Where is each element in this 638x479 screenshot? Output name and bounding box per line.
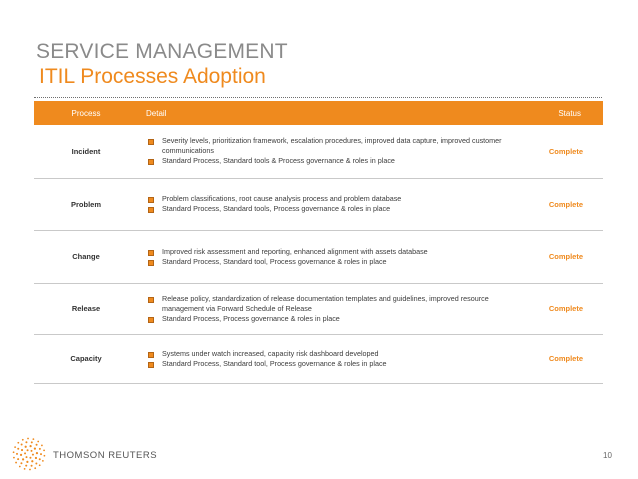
logo-dot: [41, 445, 43, 447]
logo-dot: [39, 464, 41, 466]
header-process: Process: [34, 101, 138, 125]
table-row: [34, 178, 603, 230]
table-row: [34, 125, 603, 178]
logo-dot: [44, 455, 46, 457]
detail-bullet: Release policy, standardization of release documentation templates and guidelines, improved resource management via Forward Schedule of Release: [146, 294, 513, 314]
detail-bullet: Systems under watch increased, capacity risk dashboard developed: [146, 349, 513, 359]
logo-dot: [31, 460, 33, 462]
logo-dot: [20, 454, 22, 456]
logo-dot: [40, 453, 42, 455]
table-row: [34, 230, 603, 283]
logo-dot: [34, 448, 36, 450]
row-status: Complete: [513, 125, 603, 178]
detail-bullet: Problem classifications, root cause analysis process and problem database: [146, 194, 513, 204]
logo-dot: [34, 467, 36, 469]
detail-bullet: Improved risk assessment and reporting, enhanced alignment with assets database: [146, 247, 513, 257]
detail-bullet: Standard Process, Standard tool, Process governance & roles in place: [146, 359, 513, 369]
logo-dot: [17, 458, 19, 460]
logo-dot: [36, 444, 38, 446]
logo-dot: [32, 438, 34, 440]
logo-dot: [19, 466, 21, 468]
title-divider: [34, 97, 602, 98]
itil-process-table: [34, 101, 603, 384]
logo-dot: [31, 441, 33, 443]
logo-dot: [20, 462, 22, 464]
row-detail: [138, 334, 513, 383]
logo-dot: [25, 465, 27, 467]
logo-dot: [39, 448, 41, 450]
logo-dot: [30, 445, 32, 447]
logo-dot: [42, 460, 44, 462]
logo-dot: [25, 441, 27, 443]
logo-dot: [26, 456, 28, 458]
logo-dot: [15, 462, 17, 464]
row-process: Incident: [34, 125, 138, 178]
row-process: Change: [34, 230, 138, 283]
detail-bullet: Severity levels, prioritization framework, escalation procedures, improved data capture, improved customer communications: [146, 136, 513, 156]
row-status: Complete: [513, 283, 603, 334]
logo-dot: [35, 462, 37, 464]
row-detail: [138, 178, 513, 230]
header-status: Status: [513, 101, 603, 125]
logo-dot: [32, 454, 34, 456]
page-number: 10: [603, 451, 612, 460]
row-status: Complete: [513, 334, 603, 383]
logo-dot: [31, 450, 33, 452]
thomson-reuters-logo-icon: [12, 437, 46, 471]
row-status: Complete: [513, 178, 603, 230]
logo-dot: [31, 465, 33, 467]
logo-dot: [29, 457, 31, 459]
row-detail: [138, 125, 513, 178]
row-process: Capacity: [34, 334, 138, 383]
row-process: Problem: [34, 178, 138, 230]
logo-dot: [16, 453, 18, 455]
logo-dot: [24, 468, 26, 470]
logo-dot: [14, 446, 16, 448]
logo-dot: [35, 457, 37, 459]
logo-dot: [25, 446, 27, 448]
logo-dot: [36, 452, 38, 454]
detail-bullet: Standard Process, Process governance & roles in place: [146, 314, 513, 324]
logo-dot: [24, 452, 26, 454]
logo-dot: [13, 457, 15, 459]
logo-dot: [21, 449, 23, 451]
logo-dot: [21, 444, 23, 446]
detail-bullet: Standard Process, Standard tools & Process governance & roles in place: [146, 156, 513, 166]
row-detail: [138, 283, 513, 334]
logo-dot: [22, 458, 24, 460]
logo-dot: [29, 469, 31, 471]
detail-bullet: Standard Process, Standard tool, Process governance & roles in place: [146, 257, 513, 267]
detail-bullet: Standard Process, Standard tools, Process governance & roles in place: [146, 204, 513, 214]
logo-dot: [27, 438, 29, 440]
company-logo-text: THOMSON REUTERS: [53, 450, 158, 461]
logo-dot: [17, 448, 19, 450]
logo-dot: [43, 449, 45, 451]
slide-subtitle: ITIL Processes Adoption: [39, 65, 266, 88]
table-row: [34, 283, 603, 334]
logo-dot: [22, 439, 24, 441]
row-status: Complete: [513, 230, 603, 283]
row-detail: [138, 230, 513, 283]
table-header-row: [34, 101, 603, 125]
logo-dot: [39, 458, 41, 460]
logo-dot: [26, 461, 28, 463]
row-process: Release: [34, 283, 138, 334]
header-detail: Detail: [138, 101, 513, 125]
logo-dot: [27, 449, 29, 451]
logo-dot: [37, 441, 39, 443]
logo-dot: [13, 451, 15, 453]
logo-dot: [17, 442, 19, 444]
table-row: [34, 334, 603, 383]
slide-title: SERVICE MANAGEMENT: [36, 40, 288, 63]
